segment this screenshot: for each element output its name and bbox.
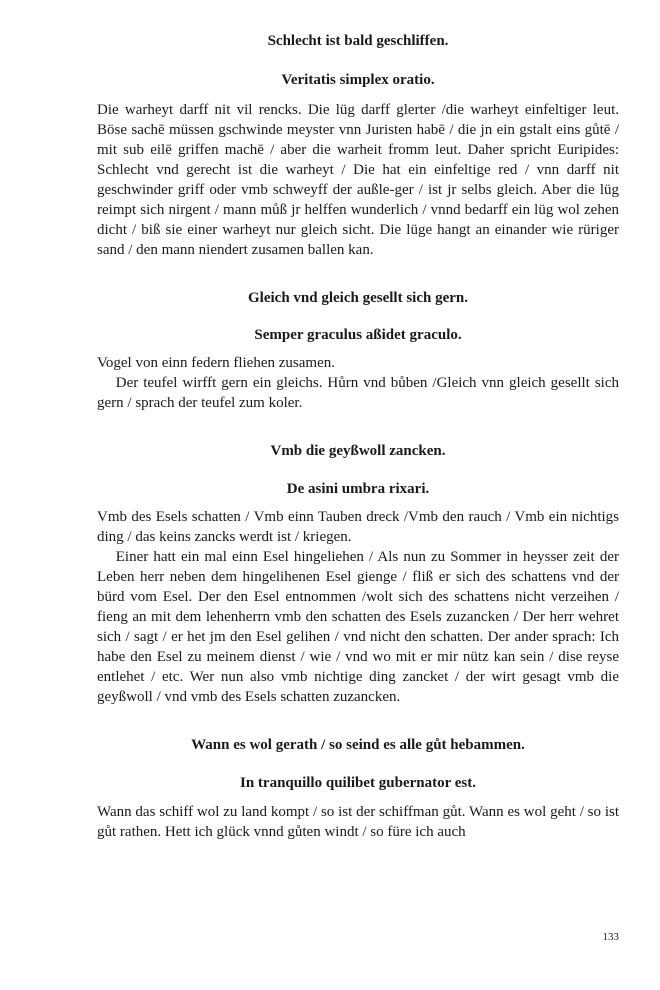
section-title: Vmb die geyßwoll zancken. [270,443,446,459]
paragraph: Einer hatt ein mal einn Esel hingeliehen / Als nun zu Sommer in heysser zeit der Leben herr neben dem hingelihenen Esel gienge / fliß er sich des schattens vnd der bürd vom Esel. Der den Esel entnommen /wolt sich des schattens nicht verzeihen / fieng an mit dem lehenherrn vmb den schatten des Esels zuzancken / Der herr wehret sich / sagt / er het jm den Esel gelihen / vnd nicht den schatten. Der ander sprach: Ich habe den Esel zu meinem dienst / wie / vnd wo mit er mir nütz kan sein / dise reyse entlehet / etc. Wer nun also vmb nichtige ding zancket / der wirt gesagt vmb die geyßwoll / vnd vmb des Esels schatten zuzancken. [97,549,619,705]
paragraph: Die warheyt darff nit vil rencks. Die lüg darff glerter /die warheyt einfeltiger leut. Böse sachē müssen gschwinde meyster vnn Juristen habē / die jn ein gstalt eins gůtē / mit sub eilē griffen machē / aber die warheit fromm leut. Daher spricht Euripides: Schlecht vnd gerecht ist die warheyt / Die hat ein einfeltige red / vnn darff nit geschwinder griff oder vmb schweyff der außle-ger / ist jr selbs gleich. Aber die lüg reimpt sich nirgent / mann můß jr helffen wunderlich / vnnd bedarff ein lüg wol zehen dicht / biß sie einer warheyt nur gleich sicht. Die lüge hangt an einander wie rüriger sand / den mann niendert zusamen ballen kan. [97,102,619,258]
section-latin-title: Veritatis simplex oratio. [281,72,435,88]
page-number: 133 [602,931,619,943]
section-title: Schlecht ist bald geschliffen. [267,33,449,49]
section-title: Gleich vnd gleich gesellt sich gern. [248,290,468,306]
section-latin-title: De asini umbra rixari. [286,481,430,497]
section-latin-title: In tranquillo quilibet gubernator est. [239,775,476,791]
text-column [97,32,619,842]
section-title: Wann es wol gerath / so seind es alle gůt hebammen. [191,737,525,753]
paragraph: Wann das schiff wol zu land kompt / so ist der schiffman gůt. Wann es wol geht / so ist gůt rathen. Hett ich glück vnnd gůten windt / so füre ich auch [97,804,619,840]
paragraph: Vmb des Esels schatten / Vmb einn Tauben dreck /Vmb den rauch / Vmb ein nichtigs ding / das keins zancks werdt ist / kriegen. [97,509,619,545]
section-latin-title: Semper graculus aßidet graculo. [254,327,462,343]
paragraph: Der teufel wirfft gern ein gleichs. Hůrn vnd bůben /Gleich vnn gleich gesellt sich gern / sprach der teufel zum koler. [97,375,619,411]
paragraph: Vogel von einn federn fliehen zusamen. [97,355,335,371]
